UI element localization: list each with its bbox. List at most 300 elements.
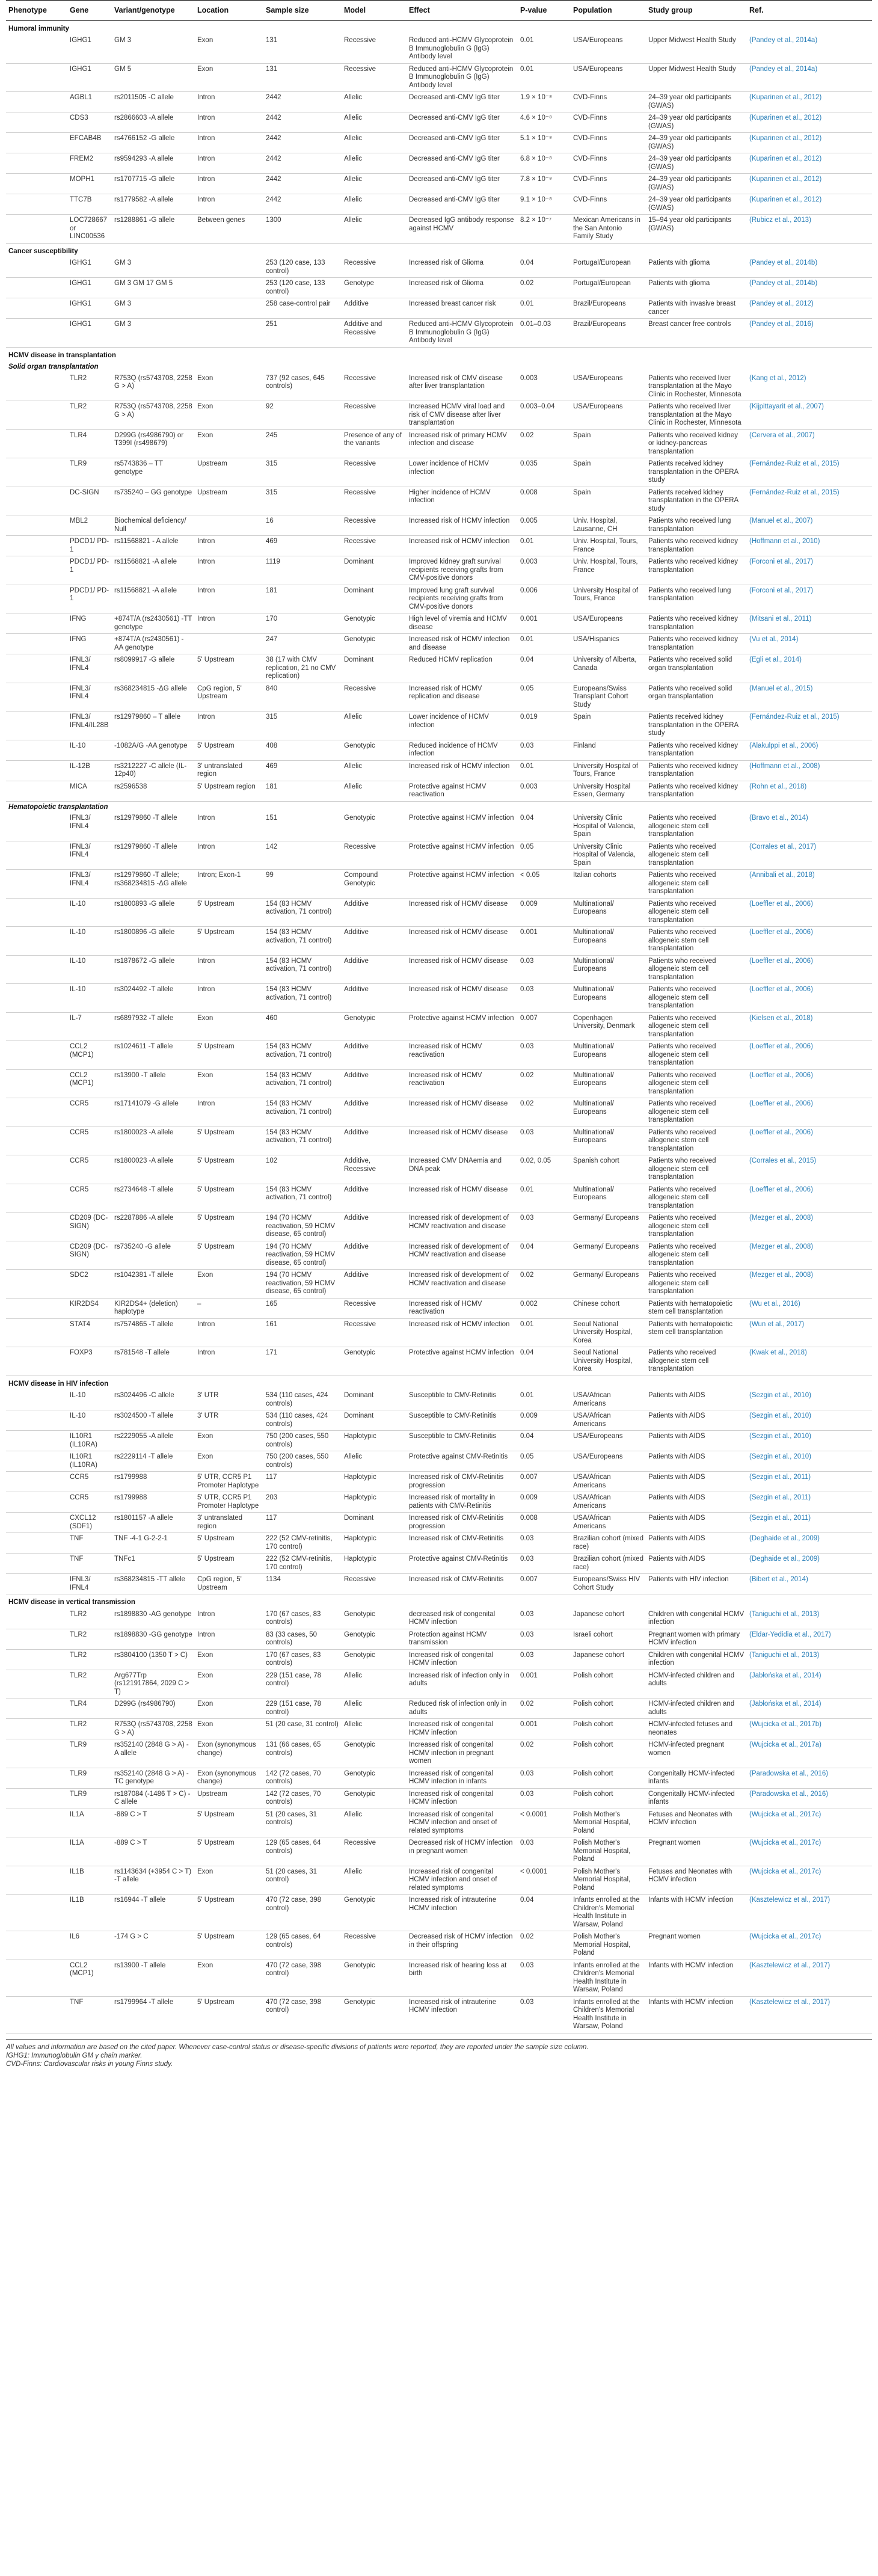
cell-model: Additive: [342, 298, 407, 319]
cell-sample-size: 2442: [263, 194, 342, 215]
cell-gene: IL10R1 (IL10RA): [67, 1451, 112, 1472]
cell-phenotype: [6, 870, 67, 899]
cell-effect: Decreased risk of HCMV infection in their offspring: [407, 1931, 518, 1960]
cell-ref[interactable]: (Wujcicka et al., 2017c): [747, 1931, 872, 1960]
cell-phenotype: [6, 1347, 67, 1376]
cell-p-value: 0.04: [518, 1241, 571, 1270]
cell-location: Intron: [195, 194, 263, 215]
cell-variant: rs12979860 – T allele: [112, 712, 195, 740]
cell-study-group: Patients who received allogeneic stem cell transplantation: [646, 1213, 747, 1241]
table-footnotes: [6, 2040, 872, 2068]
cell-variant: rs1024611 -T allele: [112, 1041, 195, 1070]
cell-effect: Increased risk of development of HCMV reactivation and disease: [407, 1270, 518, 1299]
cell-phenotype: [6, 898, 67, 927]
cell-model: Additive: [342, 984, 407, 1013]
cell-location: Exon: [195, 1451, 263, 1472]
cell-effect: Higher incidence of HCMV infection: [407, 487, 518, 515]
cell-gene: TLR9: [67, 1768, 112, 1788]
cell-variant: -889 C > T: [112, 1837, 195, 1866]
cell-ref[interactable]: (Rohn et al., 2018): [747, 781, 872, 801]
cell-variant: rs781548 -T allele: [112, 1347, 195, 1376]
cell-sample-size: 470 (72 case, 398 control): [263, 1960, 342, 1996]
cell-location: Intron: [195, 112, 263, 133]
cell-location: 5' Upstream: [195, 1895, 263, 1931]
cell-ref[interactable]: (Mezger et al., 2008): [747, 1241, 872, 1270]
cell-p-value: 0.04: [518, 1895, 571, 1931]
cell-ref[interactable]: (Kuparinen et al., 2012): [747, 133, 872, 153]
cell-variant: Biochemical deficiency/ Null: [112, 515, 195, 536]
cell-phenotype: [6, 740, 67, 760]
cell-ref[interactable]: (Mezger et al., 2008): [747, 1213, 872, 1241]
cell-population: University Clinic Hospital of Valencia, Spain: [571, 813, 646, 841]
cell-variant: KIR2DS4+ (deletion) haplotype: [112, 1298, 195, 1318]
cell-study-group: Patients who received allogeneic stem cell transplantation: [646, 1012, 747, 1041]
cell-sample-size: 194 (70 HCMV reactivation, 59 HCMV disease, 65 control): [263, 1213, 342, 1241]
cell-model: Allelic: [342, 1719, 407, 1739]
cell-sample-size: 247: [263, 634, 342, 654]
cell-ref[interactable]: (Forconi et al., 2017): [747, 556, 872, 585]
table-row: [6, 1492, 872, 1513]
cell-sample-size: 51 (20 case, 31 control): [263, 1719, 342, 1739]
cell-ref[interactable]: (Jabłońska et al., 2014): [747, 1670, 872, 1698]
cell-ref[interactable]: (Eldar-Yedidia et al., 2017): [747, 1629, 872, 1649]
cell-ref[interactable]: (Loeffler et al., 2006): [747, 1098, 872, 1127]
cell-ref[interactable]: (Cervera et al., 2007): [747, 429, 872, 458]
cell-gene: IFNL3/ IFNL4: [67, 841, 112, 870]
cell-model: Additive and Recessive: [342, 319, 407, 348]
cell-model: Genotypic: [342, 1012, 407, 1041]
cell-study-group: Patients who received allogeneic stem cell transplantation: [646, 1127, 747, 1155]
cell-p-value: 0.03: [518, 1768, 571, 1788]
cell-population: Spain: [571, 429, 646, 458]
table-row: [6, 536, 872, 556]
cell-study-group: Patients with hematopoietic stem cell transplantation: [646, 1298, 747, 1318]
cell-effect: High level of viremia and HCMV disease: [407, 613, 518, 634]
cell-gene: KIR2DS4: [67, 1298, 112, 1318]
cell-study-group: Patients with AIDS: [646, 1390, 747, 1410]
cell-location: Intron: [195, 1318, 263, 1347]
column-header: P-value: [518, 1, 571, 21]
cell-gene: IFNL3/ IFNL4: [67, 870, 112, 899]
cell-model: Dominant: [342, 556, 407, 585]
cell-ref[interactable]: (Pandey et al., 2014a): [747, 35, 872, 63]
cell-variant: rs2734648 -T allele: [112, 1184, 195, 1213]
cell-ref[interactable]: (Loeffler et al., 2006): [747, 1184, 872, 1213]
cell-ref[interactable]: (Kuparinen et al., 2012): [747, 112, 872, 133]
table-row: [6, 215, 872, 244]
cell-variant: rs2287886 -A allele: [112, 1213, 195, 1241]
cell-gene: IL-10: [67, 1410, 112, 1431]
cell-variant: rs1800893 -G allele: [112, 898, 195, 927]
cell-study-group: 24–39 year old participants (GWAS): [646, 194, 747, 215]
cell-population: Portugal/European: [571, 257, 646, 278]
cell-ref[interactable]: (Vu et al., 2014): [747, 634, 872, 654]
cell-population: USA/African Americans: [571, 1513, 646, 1533]
cell-effect: Increased risk of HCMV disease: [407, 898, 518, 927]
cell-gene: IGHG1: [67, 298, 112, 319]
cell-model: Allelic: [342, 174, 407, 194]
cell-p-value: 0.03: [518, 740, 571, 760]
cell-study-group: Patients with AIDS: [646, 1431, 747, 1451]
cell-ref[interactable]: (Hoffmann et al., 2008): [747, 760, 872, 781]
cell-sample-size: 117: [263, 1472, 342, 1492]
cell-location: Exon (synonymous change): [195, 1768, 263, 1788]
cell-study-group: Children with congenital HCMV infection: [646, 1649, 747, 1670]
cell-phenotype: [6, 63, 67, 92]
cell-variant: D299G (rs4986790): [112, 1698, 195, 1719]
cell-ref[interactable]: (Wujcicka et al., 2017b): [747, 1719, 872, 1739]
cell-ref[interactable]: (Corrales et al., 2017): [747, 841, 872, 870]
cell-variant: rs12979860 -T allele: [112, 841, 195, 870]
cell-p-value: 0.03: [518, 1649, 571, 1670]
cell-sample-size: 2442: [263, 153, 342, 174]
cell-ref[interactable]: (Jabłońska et al., 2014): [747, 1698, 872, 1719]
cell-gene: IL-10: [67, 740, 112, 760]
column-header: Location: [195, 1, 263, 21]
cell-location: Intron: [195, 536, 263, 556]
cell-ref[interactable]: (Kuparinen et al., 2012): [747, 174, 872, 194]
cell-effect: Improved lung graft survival recipients receiving grafts from CMV-positive donors: [407, 585, 518, 613]
cell-phenotype: [6, 1809, 67, 1837]
cell-sample-size: 534 (110 cases, 424 controls): [263, 1390, 342, 1410]
cell-model: Haplotypic: [342, 1431, 407, 1451]
cell-p-value: 0.02: [518, 1931, 571, 1960]
cell-population: Israeli cohort: [571, 1629, 646, 1649]
cell-study-group: Patients with glioma: [646, 278, 747, 298]
cell-p-value: 0.003: [518, 556, 571, 585]
cell-study-group: Patients who received kidney transplantation: [646, 760, 747, 781]
cell-variant: rs1898830 -AG genotype: [112, 1609, 195, 1629]
cell-variant: rs187084 (-1486 T > C) -C allele: [112, 1788, 195, 1809]
table-row: [6, 35, 872, 63]
cell-gene: MOPH1: [67, 174, 112, 194]
cell-ref[interactable]: (Loeffler et al., 2006): [747, 984, 872, 1013]
cell-phenotype: [6, 1574, 67, 1594]
cell-p-value: 0.03: [518, 984, 571, 1013]
cell-p-value: 0.03: [518, 1533, 571, 1554]
cell-study-group: Infants with HCMV infection: [646, 1960, 747, 1996]
cell-effect: Decreased anti-CMV IgG titer: [407, 112, 518, 133]
cell-p-value: 8.2 × 10⁻⁷: [518, 215, 571, 244]
cell-sample-size: 102: [263, 1155, 342, 1184]
cell-effect: Increased risk of infection only in adults: [407, 1670, 518, 1698]
cell-sample-size: 750 (200 cases, 550 controls): [263, 1451, 342, 1472]
cell-variant: rs1801157 -A allele: [112, 1513, 195, 1533]
table-row: [6, 955, 872, 984]
cell-ref[interactable]: (Hoffmann et al., 2010): [747, 536, 872, 556]
cell-model: Recessive: [342, 536, 407, 556]
cell-phenotype: [6, 1768, 67, 1788]
cell-ref[interactable]: (Paradowska et al., 2016): [747, 1788, 872, 1809]
cell-phenotype: [6, 1837, 67, 1866]
cell-variant: rs1878672 -G allele: [112, 955, 195, 984]
cell-phenotype: [6, 319, 67, 348]
cell-ref[interactable]: (Kasztelewicz et al., 2017): [747, 1895, 872, 1931]
cell-variant: rs1800023 -A allele: [112, 1155, 195, 1184]
cell-ref[interactable]: (Pandey et al., 2014b): [747, 257, 872, 278]
cell-sample-size: 408: [263, 740, 342, 760]
cell-p-value: 0.05: [518, 1451, 571, 1472]
cell-study-group: Fetuses and Neonates with HCMV infection: [646, 1809, 747, 1837]
cell-gene: TLR2: [67, 401, 112, 430]
cell-ref[interactable]: (Kijpittayarit et al., 2007): [747, 401, 872, 430]
cell-population: Spain: [571, 487, 646, 515]
cell-gene: SDC2: [67, 1270, 112, 1299]
cell-study-group: Patients received kidney transplantation in the OPERA study: [646, 458, 747, 487]
cell-sample-size: 2442: [263, 112, 342, 133]
cell-gene: TNF: [67, 1554, 112, 1574]
cell-study-group: Patients who received allogeneic stem cell transplantation: [646, 1098, 747, 1127]
cell-effect: Increased risk of CMV disease after liver transplantation: [407, 373, 518, 401]
cell-variant: rs1779582 -A allele: [112, 194, 195, 215]
cell-ref[interactable]: (Wun et al., 2017): [747, 1318, 872, 1347]
cell-ref[interactable]: (Kuparinen et al., 2012): [747, 92, 872, 112]
cell-ref[interactable]: (Rubicz et al., 2013): [747, 215, 872, 244]
cell-phenotype: [6, 1298, 67, 1318]
cell-gene: LOC728667 or LINC00536: [67, 215, 112, 244]
cell-effect: Lower incidence of HCMV infection: [407, 712, 518, 740]
cell-model: Allelic: [342, 92, 407, 112]
cell-phenotype: [6, 1410, 67, 1431]
cell-model: Additive: [342, 927, 407, 956]
cell-phenotype: [6, 683, 67, 712]
cell-p-value: 0.04: [518, 257, 571, 278]
cell-sample-size: 99: [263, 870, 342, 899]
cell-ref[interactable]: (Loeffler et al., 2006): [747, 898, 872, 927]
cell-phenotype: [6, 35, 67, 63]
cell-effect: Increased HCMV viral load and risk of CMV disease after liver transplantation: [407, 401, 518, 430]
cell-model: Haplotypic: [342, 1492, 407, 1513]
cell-model: Allelic: [342, 1809, 407, 1837]
cell-location: Intron: [195, 841, 263, 870]
cell-ref[interactable]: (Sezgin et al., 2011): [747, 1492, 872, 1513]
cell-location: Intron: [195, 1098, 263, 1127]
column-header: Ref.: [747, 1, 872, 21]
cell-ref[interactable]: (Deghaide et al., 2009): [747, 1554, 872, 1574]
table-row: [6, 1012, 872, 1041]
cell-study-group: 15–94 year old participants (GWAS): [646, 215, 747, 244]
cell-variant: rs17141079 -G allele: [112, 1098, 195, 1127]
cell-p-value: 0.04: [518, 813, 571, 841]
table-row: [6, 1960, 872, 1996]
cell-population: USA/African Americans: [571, 1390, 646, 1410]
cell-ref[interactable]: (Alakulppi et al., 2006): [747, 740, 872, 760]
cell-location: 5' Upstream: [195, 1155, 263, 1184]
cell-ref[interactable]: (Fernández-Ruiz et al., 2015): [747, 458, 872, 487]
cell-phenotype: [6, 1931, 67, 1960]
cell-p-value: 0.007: [518, 1012, 571, 1041]
cell-ref[interactable]: (Taniguchi et al., 2013): [747, 1609, 872, 1629]
cell-study-group: Infants with HCMV infection: [646, 1996, 747, 2033]
cell-p-value: 0.001: [518, 1719, 571, 1739]
cell-gene: TLR2: [67, 1609, 112, 1629]
cell-ref[interactable]: (Loeffler et al., 2006): [747, 1041, 872, 1070]
cell-ref[interactable]: (Fernández-Ruiz et al., 2015): [747, 487, 872, 515]
cell-gene: TLR2: [67, 1649, 112, 1670]
cell-ref[interactable]: (Kang et al., 2012): [747, 373, 872, 401]
cell-effect: Reduced HCMV replication: [407, 654, 518, 683]
cell-ref[interactable]: (Pandey et al., 2014a): [747, 63, 872, 92]
cell-phenotype: [6, 1670, 67, 1698]
cell-ref[interactable]: (Annibali et al., 2018): [747, 870, 872, 899]
cell-gene: TLR2: [67, 373, 112, 401]
cell-population: CVD-Finns: [571, 194, 646, 215]
cell-ref[interactable]: (Wujcicka et al., 2017c): [747, 1866, 872, 1895]
cell-location: 3' untranslated region: [195, 1513, 263, 1533]
cell-ref[interactable]: (Forconi et al., 2017): [747, 585, 872, 613]
cell-ref[interactable]: (Loeffler et al., 2006): [747, 1069, 872, 1098]
section-header-row: [6, 1594, 872, 1609]
cell-model: Haplotypic: [342, 1472, 407, 1492]
cell-ref[interactable]: (Loeffler et al., 2006): [747, 955, 872, 984]
cell-ref[interactable]: (Loeffler et al., 2006): [747, 927, 872, 956]
cell-gene: IL1A: [67, 1809, 112, 1837]
cell-ref[interactable]: (Kwak et al., 2018): [747, 1347, 872, 1376]
cell-effect: Lower incidence of HCMV infection: [407, 458, 518, 487]
cell-population: Polish Mother's Memorial Hospital, Poland: [571, 1837, 646, 1866]
cell-study-group: Patients who received liver transplantation at the Mayo Clinic in Rochester, Minnesota: [646, 401, 747, 430]
cell-ref[interactable]: (Kasztelewicz et al., 2017): [747, 1996, 872, 2033]
cell-p-value: 0.02: [518, 1098, 571, 1127]
cell-population: CVD-Finns: [571, 92, 646, 112]
cell-ref[interactable]: (Loeffler et al., 2006): [747, 1127, 872, 1155]
cell-ref[interactable]: (Bravo et al., 2014): [747, 813, 872, 841]
cell-location: Exon: [195, 1649, 263, 1670]
cell-study-group: Pregnant women: [646, 1931, 747, 1960]
cell-ref[interactable]: (Sezgin et al., 2010): [747, 1451, 872, 1472]
cell-population: Multinational/ Europeans: [571, 898, 646, 927]
cell-gene: TLR9: [67, 458, 112, 487]
cell-ref[interactable]: (Wu et al., 2016): [747, 1298, 872, 1318]
cell-sample-size: 245: [263, 429, 342, 458]
cell-ref[interactable]: (Manuel et al., 2015): [747, 683, 872, 712]
table-row: [6, 257, 872, 278]
cell-ref[interactable]: (Sezgin et al., 2010): [747, 1410, 872, 1431]
table-row: [6, 634, 872, 654]
cell-ref[interactable]: (Wujcicka et al., 2017c): [747, 1809, 872, 1837]
cell-gene: CCL2 (MCP1): [67, 1960, 112, 1996]
cell-population: Polish cohort: [571, 1768, 646, 1788]
cell-gene: CCR5: [67, 1492, 112, 1513]
cell-location: Exon: [195, 1670, 263, 1698]
cell-ref[interactable]: (Mitsani et al., 2011): [747, 613, 872, 634]
cell-ref[interactable]: (Kuparinen et al., 2012): [747, 153, 872, 174]
table-row: [6, 1574, 872, 1594]
cell-sample-size: 51 (20 cases, 31 control): [263, 1866, 342, 1895]
cell-study-group: Patients with AIDS: [646, 1513, 747, 1533]
cell-location: 5' Upstream: [195, 1213, 263, 1241]
cell-ref[interactable]: (Sezgin et al., 2010): [747, 1431, 872, 1451]
cell-ref[interactable]: (Pandey et al., 2012): [747, 298, 872, 319]
cell-gene: CCR5: [67, 1472, 112, 1492]
table-row: [6, 1670, 872, 1698]
cell-p-value: 0.008: [518, 487, 571, 515]
cell-phenotype: [6, 1127, 67, 1155]
cell-gene: MBL2: [67, 515, 112, 536]
cell-ref[interactable]: (Pandey et al., 2016): [747, 319, 872, 348]
cell-ref[interactable]: (Kasztelewicz et al., 2017): [747, 1960, 872, 1996]
cell-p-value: 0.02: [518, 278, 571, 298]
cell-phenotype: [6, 112, 67, 133]
cell-sample-size: 469: [263, 760, 342, 781]
cell-ref[interactable]: (Fernández-Ruiz et al., 2015): [747, 712, 872, 740]
cell-study-group: Patients who received kidney transplantation: [646, 536, 747, 556]
cell-ref[interactable]: (Taniguchi et al., 2013): [747, 1649, 872, 1670]
cell-gene: IL1B: [67, 1895, 112, 1931]
table-row: [6, 1809, 872, 1837]
cell-p-value: 0.02: [518, 1698, 571, 1719]
cell-location: 5' Upstream: [195, 1931, 263, 1960]
table-row: [6, 429, 872, 458]
cell-study-group: Patients who received allogeneic stem cell transplantation: [646, 1270, 747, 1299]
cell-ref[interactable]: (Pandey et al., 2014b): [747, 278, 872, 298]
cell-population: Japanese cohort: [571, 1609, 646, 1629]
cell-effect: Susceptible to CMV-Retinitis: [407, 1410, 518, 1431]
section-header-row: [6, 243, 872, 257]
cell-sample-size: 129 (65 cases, 64 controls): [263, 1931, 342, 1960]
cell-ref[interactable]: (Sezgin et al., 2011): [747, 1472, 872, 1492]
cell-variant: rs2596538: [112, 781, 195, 801]
cell-ref[interactable]: (Mezger et al., 2008): [747, 1270, 872, 1299]
table-row: [6, 1213, 872, 1241]
cell-population: Multinational/ Europeans: [571, 1184, 646, 1213]
cell-variant: rs1143634 (+3954 C > T) -T allele: [112, 1866, 195, 1895]
cell-ref[interactable]: (Manuel et al., 2007): [747, 515, 872, 536]
cell-population: University Hospital of Tours, France: [571, 760, 646, 781]
cell-population: Univ. Hospital, Tours, France: [571, 536, 646, 556]
cell-ref[interactable]: (Corrales et al., 2015): [747, 1155, 872, 1184]
cell-sample-size: 129 (65 cases, 64 controls): [263, 1837, 342, 1866]
cell-ref[interactable]: (Egli et al., 2014): [747, 654, 872, 683]
cell-sample-size: 92: [263, 401, 342, 430]
cell-effect: Protective against HCMV infection: [407, 813, 518, 841]
cell-ref[interactable]: (Bibert et al., 2014): [747, 1574, 872, 1594]
cell-population: Polish cohort: [571, 1788, 646, 1809]
cell-study-group: Patients who received liver transplantation at the Mayo Clinic in Rochester, Minnesota: [646, 373, 747, 401]
cell-study-group: Patients who received allogeneic stem cell transplantation: [646, 898, 747, 927]
cell-population: USA/African Americans: [571, 1472, 646, 1492]
cell-sample-size: 154 (83 HCMV activation, 71 control): [263, 1184, 342, 1213]
cell-ref[interactable]: (Sezgin et al., 2011): [747, 1513, 872, 1533]
cell-phenotype: [6, 841, 67, 870]
cell-ref[interactable]: (Wujcicka et al., 2017c): [747, 1837, 872, 1866]
cell-location: Intron: [195, 585, 263, 613]
cell-effect: Increased risk of HCMV infection: [407, 760, 518, 781]
cell-ref[interactable]: (Sezgin et al., 2010): [747, 1390, 872, 1410]
cell-ref[interactable]: (Wujcicka et al., 2017a): [747, 1739, 872, 1768]
cell-sample-size: 170 (67 cases, 83 controls): [263, 1649, 342, 1670]
cell-location: 5' Upstream: [195, 654, 263, 683]
cell-p-value: 0.01: [518, 35, 571, 63]
cell-variant: rs8099917 -G allele: [112, 654, 195, 683]
cell-gene: CCL2 (MCP1): [67, 1069, 112, 1098]
cell-gene: AGBL1: [67, 92, 112, 112]
cell-effect: Increased risk of mortality in patients with CMV-Retinitis: [407, 1492, 518, 1513]
cell-study-group: Patients who received allogeneic stem cell transplantation: [646, 927, 747, 956]
cell-ref[interactable]: (Kuparinen et al., 2012): [747, 194, 872, 215]
cell-phenotype: [6, 298, 67, 319]
cell-location: Intron: [195, 813, 263, 841]
cell-variant: +874T/A (rs2430561) -TT genotype: [112, 613, 195, 634]
cell-ref[interactable]: (Kielsen et al., 2018): [747, 1012, 872, 1041]
cell-model: Genotype: [342, 278, 407, 298]
cell-variant: rs735240 -G allele: [112, 1241, 195, 1270]
cell-effect: Increased risk of primary HCMV infection and disease: [407, 429, 518, 458]
cell-variant: GM 3 GM 17 GM 5: [112, 278, 195, 298]
cell-ref[interactable]: (Deghaide et al., 2009): [747, 1533, 872, 1554]
cell-study-group: Children with congenital HCMV infection: [646, 1609, 747, 1629]
cell-ref[interactable]: (Paradowska et al., 2016): [747, 1768, 872, 1788]
